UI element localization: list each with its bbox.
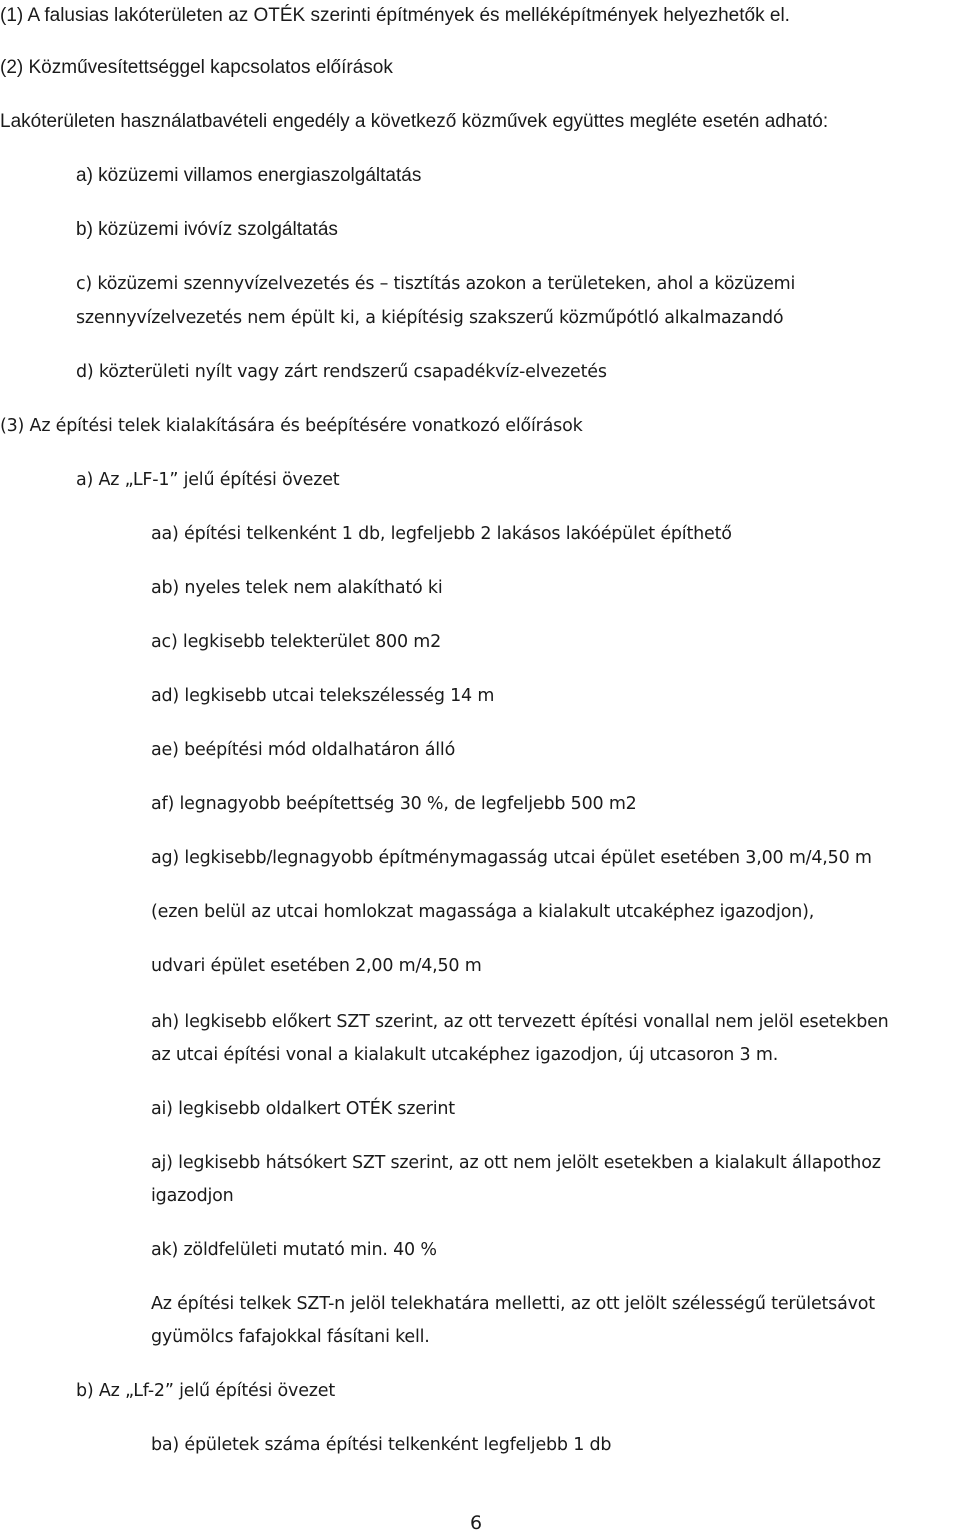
item-ae: ae) beépítési mód oldalhatáron álló [151, 740, 456, 760]
paragraph-1: (1) A falusias lakóterületen az OTÉK szerinti építmények és melléképítmények helyezhetők el. [0, 5, 790, 26]
note-line-1: Az építési telkek SZT-n jelöl telekhatára melletti, az ott jelölt szélességű területsávot [151, 1294, 875, 1314]
item-ah-line-2: az utcai építési vonal a kialakult utcaképhez igazodjon, új utcasoron 3 m. [151, 1045, 779, 1065]
item-ac: ac) legkisebb telekterület 800 m2 [151, 632, 442, 652]
item-ak: ak) zöldfelületi mutató min. 40 % [151, 1240, 437, 1260]
item-aa: aa) építési telkenként 1 db, legfeljebb 2 lakásos lakóépület építhető [151, 524, 732, 544]
item-2b: b) közüzemi ivóvíz szolgáltatás [76, 219, 338, 240]
item-aj-line-2: igazodjon [151, 1186, 234, 1206]
item-2c-line-2: szennyvízelvezetés nem épült ki, a kiépítésig szakszerű közműpótló alkalmazandó [76, 308, 784, 328]
item-2c-line-1: c) közüzemi szennyvízelvezetés és – tisztítás azokon a területeken, ahol a közüzemi [76, 274, 796, 294]
item-af: af) legnagyobb beépítettség 30 %, de legfeljebb 500 m2 [151, 794, 637, 814]
section-2-intro: Lakóterületen használatbavételi engedély a következő közművek együttes megléte esetén adható: [0, 111, 829, 132]
item-ad: ad) legkisebb utcai telekszélesség 14 m [151, 686, 495, 706]
section-2-heading: (2) Közművesítettséggel kapcsolatos előírások [0, 57, 393, 78]
item-2d: d) közterületi nyílt vagy zárt rendszerű csapadékvíz-elvezetés [76, 362, 607, 382]
page-number: 6 [470, 1512, 483, 1534]
item-ab: ab) nyeles telek nem alakítható ki [151, 578, 443, 598]
note-line-2: gyümölcs fafajokkal fásítani kell. [151, 1327, 430, 1347]
item-ag-cont-1: (ezen belül az utcai homlokzat magassága a kialakult utcaképhez igazodjon), [151, 902, 815, 922]
item-ag: ag) legkisebb/legnagyobb építménymagasság utcai épület esetében 3,00 m/4,50 m [151, 848, 872, 868]
item-ai: ai) legkisebb oldalkert OTÉK szerint [151, 1099, 455, 1119]
item-ag-cont-2: udvari épület esetében 2,00 m/4,50 m [151, 956, 482, 976]
item-ah-line-1: ah) legkisebb előkert SZT szerint, az ott tervezett építési vonallal nem jelöl esetekben [151, 1012, 889, 1032]
zone-lf1-heading: a) Az „LF-1” jelű építési övezet [76, 470, 340, 490]
item-ba: ba) épületek száma építési telkenként legfeljebb 1 db [151, 1435, 612, 1455]
zone-lf2-heading: b) Az „Lf-2” jelű építési övezet [76, 1381, 335, 1401]
section-3-heading: (3) Az építési telek kialakítására és beépítésére vonatkozó előírások [0, 416, 583, 436]
item-aj-line-1: aj) legkisebb hátsókert SZT szerint, az ott nem jelölt esetekben a kialakult állapothoz [151, 1153, 881, 1173]
item-2a: a) közüzemi villamos energiaszolgáltatás [76, 165, 422, 186]
